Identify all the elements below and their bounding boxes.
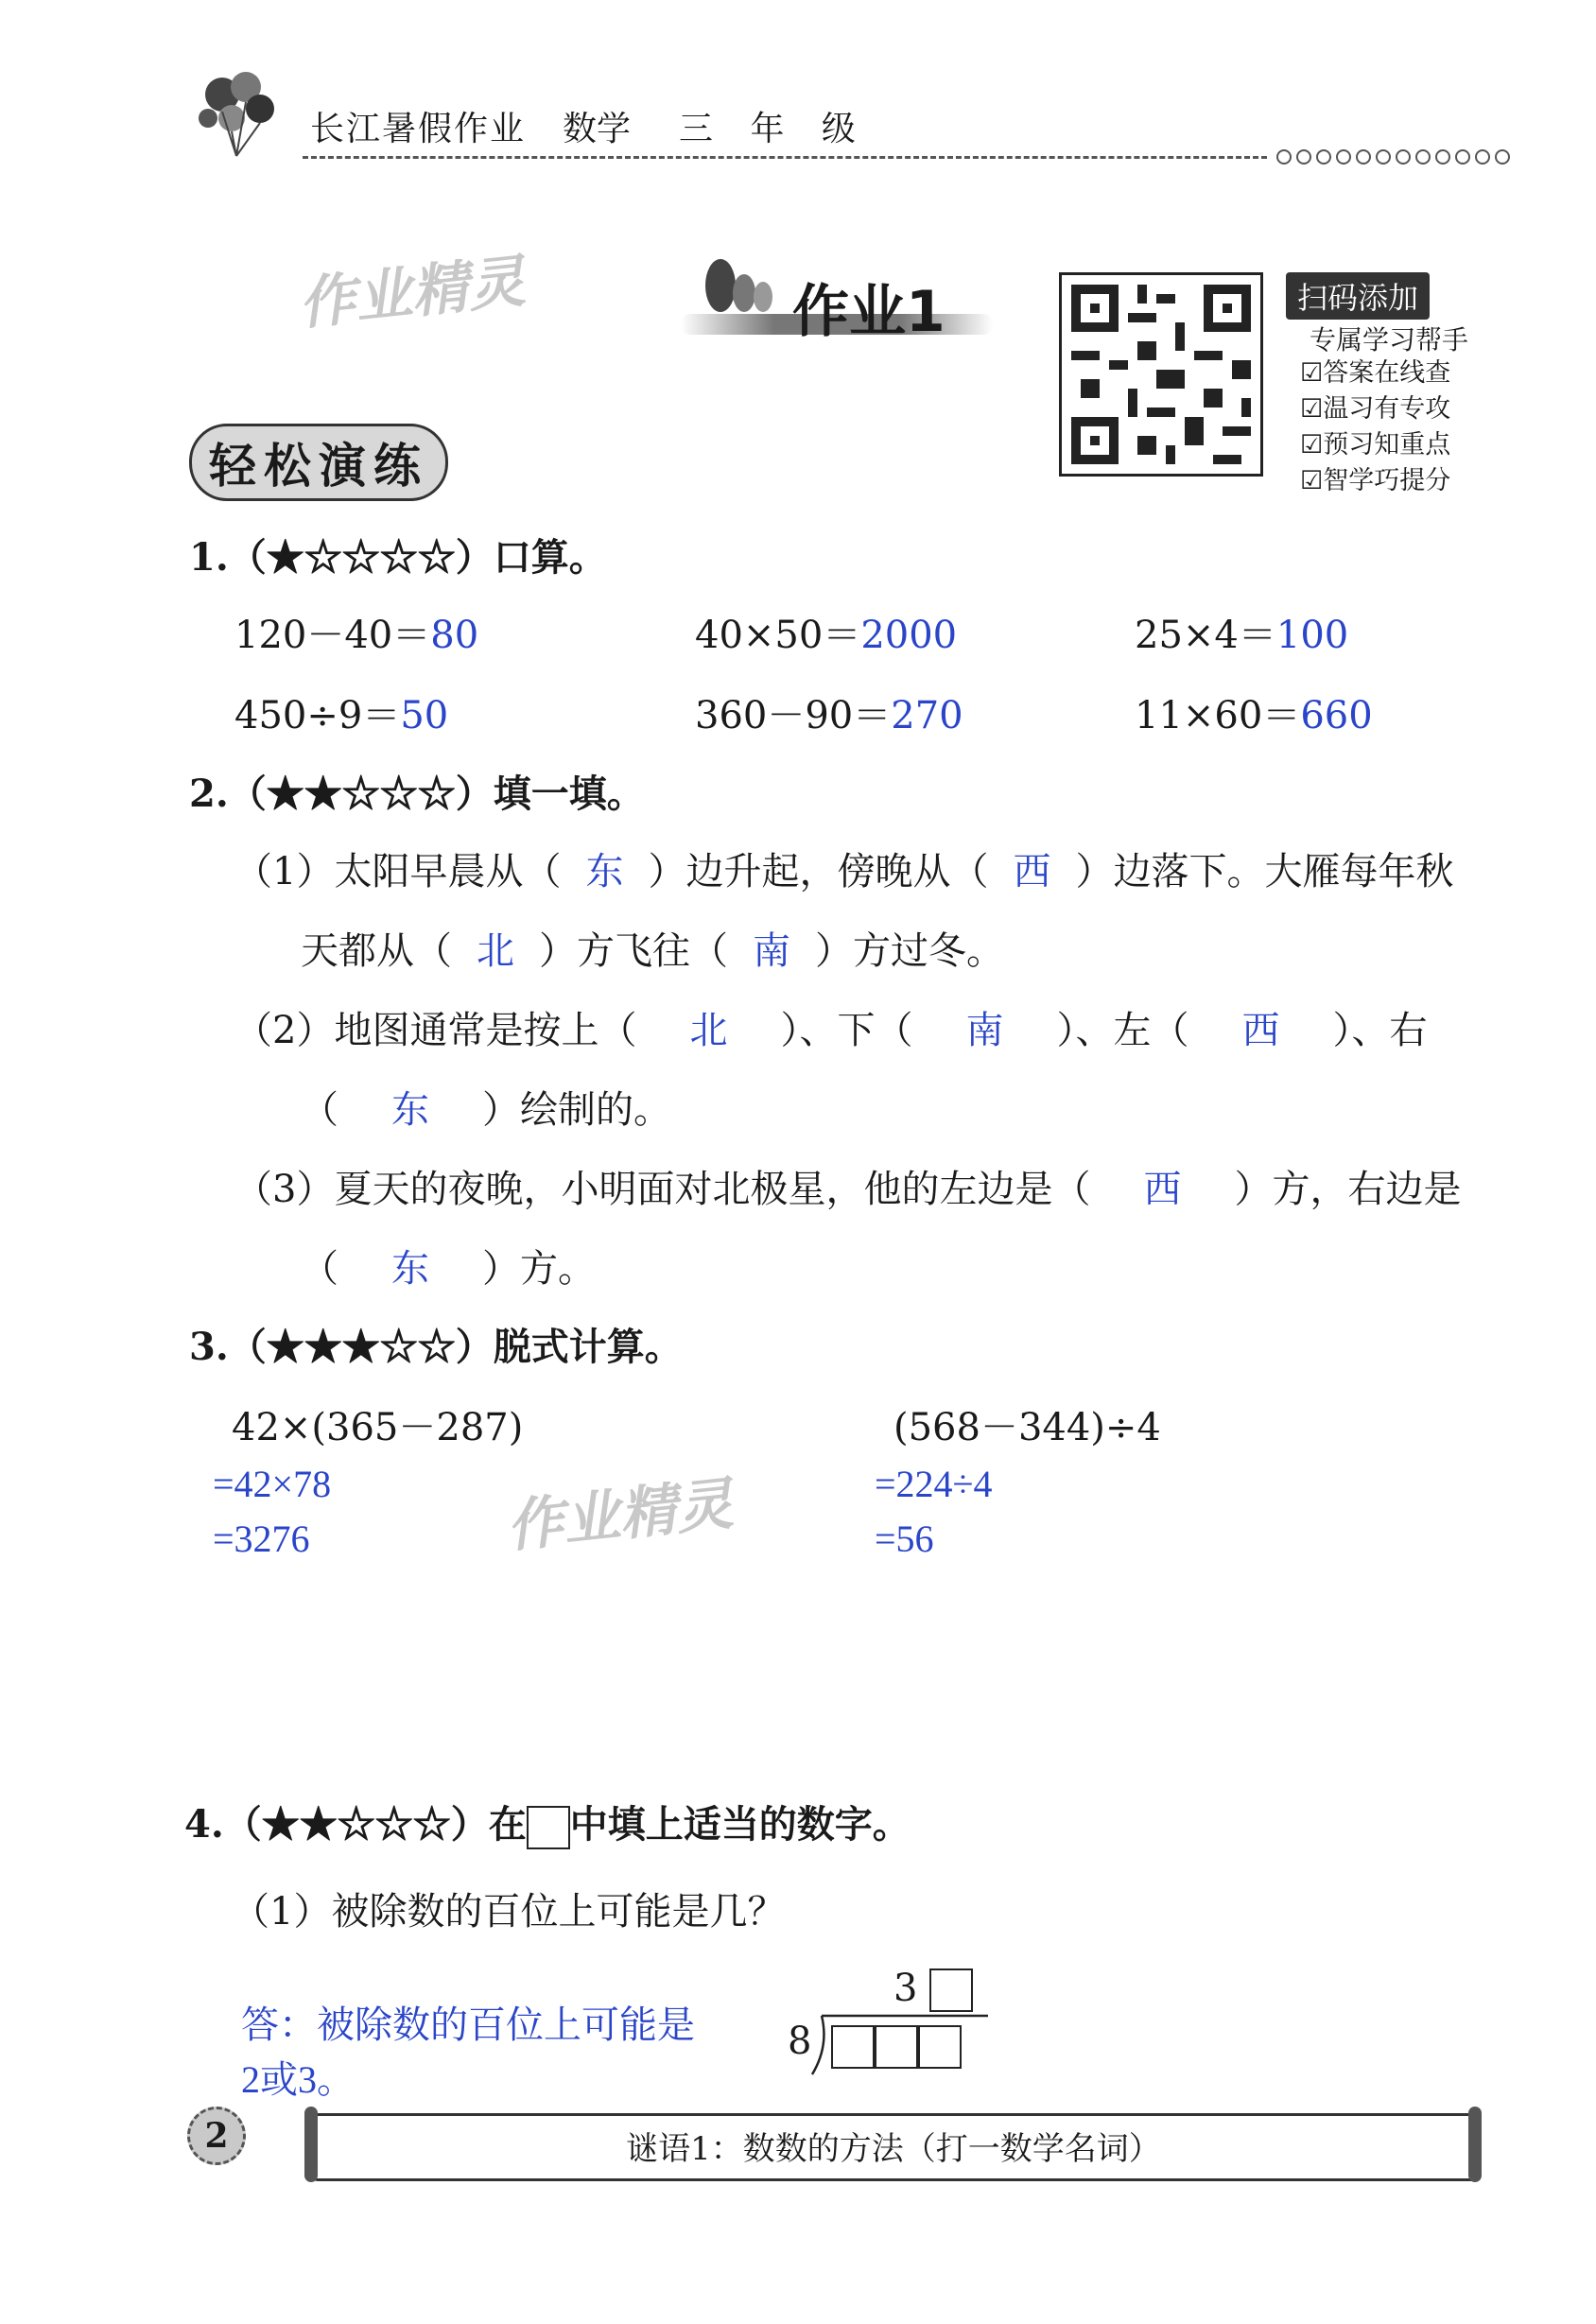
answer-south: 南 [753, 929, 790, 973]
qr-code[interactable] [1059, 272, 1263, 477]
header-title: 长江暑假作业 [310, 110, 527, 148]
q2-part2-line1: （2）地图通常是按上（ 北 ）、下（ 南 ）、左（ 西 ）、右 [234, 1009, 1428, 1052]
answer-north: 北 [689, 1009, 728, 1052]
q2-part1-line2: 天都从（ 北 ）方飞往（ 南 ）方过冬。 [301, 929, 1004, 973]
qr-subtitle: 专属学习帮手 [1310, 324, 1469, 356]
answer-north: 北 [477, 929, 514, 973]
q1-item: 120－40＝80 [234, 614, 479, 657]
scan-add-label[interactable]: 扫码添加 [1286, 272, 1430, 320]
blank-box [831, 2025, 875, 2069]
q1-item: 11×60＝660 [1135, 694, 1373, 737]
blank-box [527, 1806, 570, 1849]
answer-east: 东 [391, 1247, 429, 1291]
section-title: 轻松演练 [189, 424, 448, 501]
q2-part1-line1: （1）太阳早晨从（ 东 ）边升起，傍晚从（ 西 ）边落下。大雁每年秋 [234, 850, 1454, 893]
header-grade: 三 年 级 [679, 110, 869, 148]
q3-prompt: 3.（★★★☆☆）脱式计算。 [189, 1325, 683, 1369]
q3-step: =224÷4 [875, 1463, 993, 1505]
homework-title: 作业1 [792, 279, 945, 345]
q4-answer-line2: 2或3。 [241, 2058, 355, 2101]
qr-feature: ☑智学巧提分 [1300, 466, 1451, 495]
header-dots [1276, 149, 1515, 168]
q4-answer-line1: 答：被除数的百位上可能是 [241, 2003, 695, 2046]
q1-prompt: 1.（★☆☆☆☆）口算。 [189, 535, 607, 580]
check-icon: ☑ [1300, 466, 1324, 495]
q2-part2-line2: （ 东 ）绘制的。 [301, 1088, 671, 1132]
divisor: 8 [788, 2020, 812, 2063]
q4-sub1: （1）被除数的百位上可能是几？ [232, 1890, 786, 1934]
check-icon: ☑ [1300, 430, 1324, 460]
answer-west: 西 [1241, 1009, 1280, 1052]
watermark-middle: 作业精灵 [503, 1470, 737, 1561]
page-number: 2 [187, 2107, 246, 2165]
q3-step: =42×78 [213, 1463, 332, 1505]
header-divider [303, 156, 1267, 159]
long-division [780, 1967, 988, 2080]
q3-step: =3276 [213, 1518, 310, 1560]
answer-west: 西 [1013, 850, 1051, 893]
q1-item: 25×4＝100 [1135, 614, 1349, 657]
blank-box [918, 2025, 962, 2069]
answer-south: 南 [965, 1009, 1004, 1052]
q2-part3-line2: （ 东 ）方。 [301, 1247, 596, 1291]
watermark-top: 作业精灵 [295, 248, 529, 338]
riddle-text: 谜语1：数数的方法（打一数学名词） [626, 2130, 1161, 2168]
q3-step: =56 [875, 1518, 934, 1560]
q2-part3-line1: （3）夏天的夜晚，小明面对北极星，他的左边是（ 西 ）方，右边是 [234, 1168, 1462, 1211]
answer-east: 东 [391, 1088, 429, 1132]
answer-east: 东 [585, 850, 624, 893]
qr-feature: ☑答案在线查 [1300, 358, 1451, 388]
check-icon: ☑ [1300, 394, 1324, 424]
q3-expr-2: (568－344)÷4 [893, 1406, 1161, 1449]
q1-item: 450÷9＝50 [234, 694, 449, 737]
blank-box [875, 2025, 918, 2069]
q4-prompt: 4.（★★☆☆☆）在 中填上适当的数字。 [184, 1795, 911, 1849]
quotient-digit: 3 [893, 1967, 918, 2010]
check-icon: ☑ [1300, 358, 1324, 388]
answer-west: 西 [1143, 1168, 1182, 1211]
qr-feature: ☑温习有专攻 [1300, 394, 1451, 424]
q1-item: 40×50＝2000 [695, 614, 958, 657]
q3-expr-1: 42×(365－287) [232, 1406, 524, 1449]
qr-feature: ☑预习知重点 [1300, 430, 1451, 460]
header-subject: 数学 [563, 110, 632, 148]
balloon-icon [194, 66, 288, 165]
q2-prompt: 2.（★★☆☆☆）填一填。 [189, 772, 645, 816]
q1-item: 360－90＝270 [695, 694, 963, 737]
blank-box [929, 1968, 973, 2012]
